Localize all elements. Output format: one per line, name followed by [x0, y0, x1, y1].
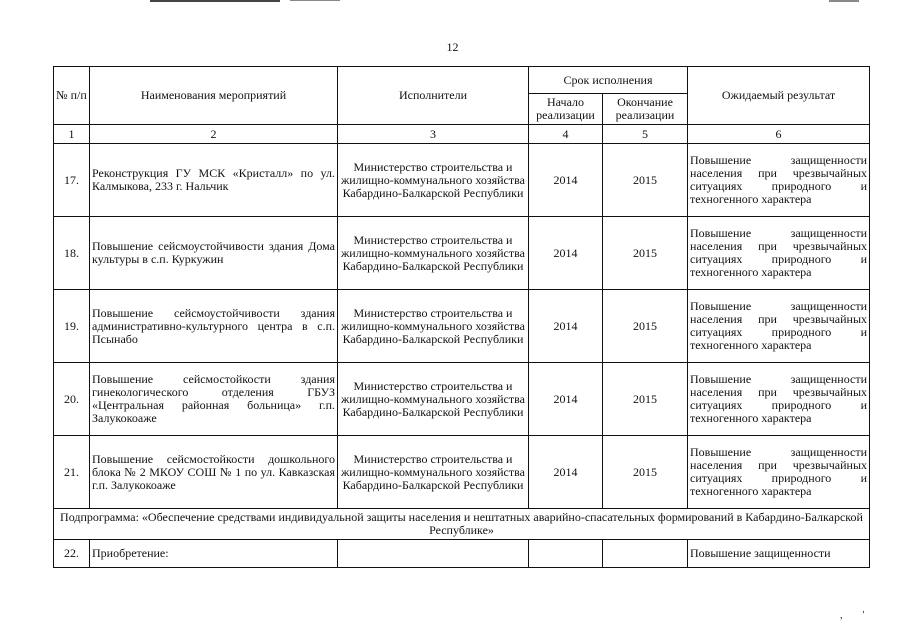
table-row [54, 144, 870, 217]
row-num: 20. [54, 363, 90, 436]
row-num: 19. [54, 290, 90, 363]
table-row [54, 363, 870, 436]
row-result: Повышение защищенности населения при чрезвычайных ситуациях природного и техногенного характера [688, 144, 870, 217]
row-num: 17. [54, 144, 90, 217]
header-term: Срок исполнения [529, 67, 688, 94]
row-executor: Министерство строительства и жилищно-коммунального хозяйства Кабардино-Балкарской Республики [338, 290, 529, 363]
scan-corner-mark [829, 0, 859, 2]
row-name: Повышение сейсмоустойчивости здания административно-культурного центра в с.п. Псынабо [90, 290, 338, 363]
row-result: Повышение защищенности населения при чрезвычайных ситуациях природного и техногенного характера [688, 363, 870, 436]
row-end: 2015 [603, 363, 688, 436]
row-result: Повышение защищенности населения при чрезвычайных ситуациях природного и техногенного характера [688, 217, 870, 290]
row-executor: Министерство строительства и жилищно-коммунального хозяйства Кабардино-Балкарской Республики [338, 144, 529, 217]
table-row [54, 540, 870, 568]
row-num: 21. [54, 436, 90, 509]
column-number: 4 [529, 125, 603, 144]
column-number: 5 [603, 125, 688, 144]
row-end: 2015 [603, 436, 688, 509]
row-end: 2015 [603, 290, 688, 363]
scan-top-line [150, 0, 280, 2]
row-executor: Министерство строительства и жилищно-коммунального хозяйства Кабардино-Балкарской Республики [338, 436, 529, 509]
row-executor: Министерство строительства и жилищно-коммунального хозяйства Кабардино-Балкарской Республики [338, 363, 529, 436]
header-num: № п/п [54, 67, 90, 125]
row-name: Повышение сейсмостойкости здания гинекологического отделения ГБУЗ «Центральная районная больница» г.п. Залукокоаже [90, 363, 338, 436]
table-row [54, 436, 870, 509]
row-start: 2014 [529, 217, 603, 290]
row-end: 2015 [603, 217, 688, 290]
row-result: Повышение защищенности населения при чрезвычайных ситуациях природного и техногенного характера [688, 436, 870, 509]
header-executors: Исполнители [338, 67, 529, 125]
row-num: 22. [54, 540, 90, 568]
row-start [529, 540, 603, 568]
row-name: Повышение сейсмоустойчивости здания Дома культуры в с.п. Куркужин [90, 217, 338, 290]
row-result: Повышение защищенности населения при чрезвычайных ситуациях природного и техногенного характера [688, 290, 870, 363]
page-number: 12 [446, 40, 459, 54]
row-executor: Министерство строительства и жилищно-коммунального хозяйства Кабардино-Балкарской Республики [338, 217, 529, 290]
row-start: 2014 [529, 144, 603, 217]
header-result: Ожидаемый результат [688, 67, 870, 125]
table-row [54, 217, 870, 290]
row-name: Реконструкция ГУ МСК «Кристалл» по ул. Калмыкова, 233 г. Нальчик [90, 144, 338, 217]
column-number: 1 [54, 125, 90, 144]
row-start: 2014 [529, 436, 603, 509]
header-start: Начало реализации [529, 94, 603, 125]
row-result: Повышение защищенности [688, 540, 870, 568]
column-number: 2 [90, 125, 338, 144]
header-end: Окончание реализации [603, 94, 688, 125]
subprogram-title: Подпрограмма: «Обеспечение средствами индивидуальной защиты населения и нештатных аварийно-спасательных формирований в Кабардино-Балкарской Республике» [54, 509, 870, 540]
row-end: 2015 [603, 144, 688, 217]
scan-top-line [290, 0, 340, 1]
column-number: 6 [688, 125, 870, 144]
row-start: 2014 [529, 363, 603, 436]
table-row [54, 290, 870, 363]
row-name: Приобретение: [90, 540, 338, 568]
measures-table [53, 66, 870, 568]
header-name: Наименования мероприятий [90, 67, 338, 125]
row-num: 18. [54, 217, 90, 290]
scan-specks: , ' [840, 610, 865, 621]
row-end [603, 540, 688, 568]
column-number: 3 [338, 125, 529, 144]
row-executor [338, 540, 529, 568]
row-start: 2014 [529, 290, 603, 363]
row-name: Повышение сейсмостойкости дошкольного блока № 2 МКОУ СОШ № 1 по ул. Кавказская г.п. Залукокоаже [90, 436, 338, 509]
